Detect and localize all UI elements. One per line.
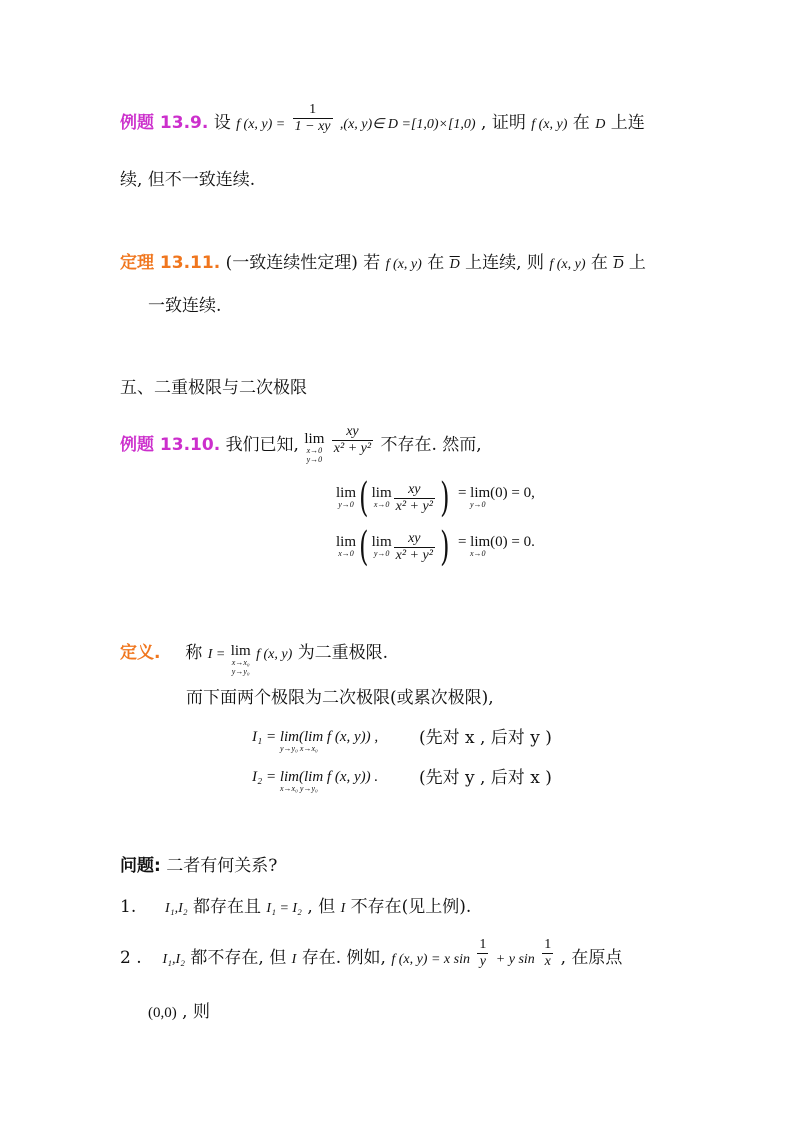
lim-subscripts: [252, 745, 378, 754]
fraction: [542, 938, 553, 969]
I1-expression: [252, 730, 378, 754]
fraction-numerator: xy: [394, 483, 435, 499]
fraction: [293, 103, 333, 134]
text: 为二重极限.: [297, 642, 389, 663]
text: , 但: [307, 897, 336, 917]
I1-text: I₁ = lim(lim f (x, y)) ,: [252, 729, 379, 745]
iterated-limit-1: [252, 730, 552, 754]
I2-text: I₂ = lim(lim f (x, y)) .: [252, 769, 379, 785]
lim-subscript: y→0: [469, 500, 486, 510]
origin: (0,0): [148, 1005, 177, 1021]
limit-operator: [372, 486, 392, 510]
section-title: 五、二重极限与二次极限: [120, 378, 307, 398]
I2-note: (先对 y , 后对 x ): [418, 768, 552, 788]
text: 都不存在, 但: [190, 948, 287, 968]
text: 在: [572, 113, 590, 133]
text: 在: [427, 253, 445, 273]
text: 不存在(见上例).: [350, 897, 472, 917]
example-13-9-line1: [120, 102, 645, 134]
fraction-denominator: x² + y²: [333, 440, 372, 456]
lim-subscript: y→0: [373, 549, 390, 559]
fraction-denominator: x² + y²: [395, 547, 433, 563]
item-number: 2 .: [120, 948, 142, 968]
lim-subscript: y→0: [306, 454, 323, 464]
lim-word: lim: [230, 643, 251, 659]
question-text: 二者有何关系?: [166, 856, 278, 876]
lim-subscript: y→y₀: [231, 666, 250, 676]
fxy: f (x, y): [385, 257, 422, 272]
fraction-numerator: 1: [293, 103, 333, 119]
lim-subscript: x→x₀: [280, 784, 298, 793]
rhs-text: = lim(0) = 0,: [457, 485, 535, 502]
fraction-numerator: 1: [544, 937, 552, 952]
text: 不存在. 然而,: [380, 434, 482, 455]
fraction: [394, 483, 435, 514]
fxy: f (x, y): [256, 646, 293, 662]
fxy: f (x, y): [549, 257, 586, 272]
text: 在: [590, 253, 608, 273]
definition-line: [120, 630, 388, 677]
lim-word: lim: [304, 431, 325, 447]
function-lhs: f (x, y) =: [236, 117, 286, 132]
text: 一致连续.: [148, 296, 222, 316]
rhs: [458, 535, 535, 559]
text: 我们已知,: [225, 434, 299, 455]
right-paren: ): [440, 475, 450, 521]
iterated-limit-2: [252, 770, 552, 794]
limit-operator: [336, 486, 356, 510]
set-D: D: [595, 117, 606, 132]
lim-subscript: x→0: [373, 500, 390, 510]
fraction-numerator: xy: [394, 532, 435, 548]
fraction: [394, 532, 435, 563]
text: 上连: [610, 113, 645, 133]
lim-word: lim: [336, 485, 357, 502]
lim-subscript: x→0: [338, 549, 354, 559]
right-paren: ): [440, 524, 450, 570]
fraction-numerator: 1: [479, 937, 487, 952]
lim-subscript: y→y₀: [299, 784, 318, 793]
limit-operator: [231, 644, 251, 677]
rhs-text: = lim(0) = 0.: [457, 534, 535, 551]
text: 设: [213, 113, 231, 133]
example-13-9-line2: [120, 172, 255, 189]
lim-word: lim: [371, 485, 392, 502]
theorem-13-11-line1: [120, 255, 646, 272]
left-paren: (: [359, 475, 369, 521]
I2-expression: [252, 770, 378, 794]
fraction-denominator: x: [544, 954, 551, 969]
I: I: [291, 952, 297, 967]
example-label: 例题 13.10.: [120, 434, 221, 455]
item-2-line2: [148, 1004, 210, 1021]
domain: ,(x, y)∈ D =[1,0)×[1,0): [339, 117, 476, 132]
text: 上连续, 则: [465, 253, 544, 273]
lim-subscript: x→0: [469, 549, 486, 559]
theorem-13-11-line2: [148, 298, 221, 315]
theorem-label: 定理 13.11.: [120, 253, 221, 273]
limit-operator: [372, 535, 392, 559]
limit-operator: [336, 535, 356, 559]
fraction: [477, 938, 488, 969]
question-label: 问题:: [120, 856, 161, 876]
I1-note: (先对 x , 后对 y ): [418, 728, 552, 748]
text: 存在. 例如,: [301, 948, 386, 968]
text: (一致连续性定理) 若: [225, 253, 381, 273]
equation-2: [336, 524, 535, 570]
lim-subscripts: [252, 785, 378, 794]
lim-subscript: y→0: [338, 500, 354, 510]
text: 上: [628, 253, 646, 273]
fraction-numerator: xy: [332, 425, 373, 441]
lim-word: lim: [371, 534, 392, 551]
equation-1: [336, 475, 535, 521]
limit-operator: [304, 432, 324, 465]
I1-I2: I₁,I₂: [162, 952, 185, 967]
fraction: [332, 425, 373, 456]
item-1: [120, 899, 471, 916]
lim-subscript: y→y₀: [280, 744, 298, 753]
fraction-denominator: x² + y²: [395, 498, 433, 514]
fraction-denominator: 1 − xy: [294, 119, 331, 134]
text: , 证明: [481, 113, 526, 133]
question-line: [120, 858, 277, 875]
closure-D: $\overline{D}$: [613, 257, 624, 272]
I1-I2: I₁,I₂: [165, 901, 188, 916]
definition-para: [186, 690, 494, 707]
definition-label: 定义.: [120, 642, 161, 663]
text: , 则: [182, 1002, 210, 1022]
example-13-10-line1: [120, 423, 482, 465]
fxy: f (x, y): [531, 117, 568, 132]
closure-D: $\overline{D}$: [449, 257, 460, 272]
text: 续, 但不一致连续.: [120, 170, 256, 190]
text: 而下面两个极限为二次极限(或累次极限),: [186, 688, 494, 708]
I1-eq-I2: I₁ = I₂: [266, 901, 302, 916]
I: I: [340, 901, 346, 916]
fraction-denominator: y: [479, 954, 486, 969]
lim-subscript: x→0: [306, 446, 323, 455]
lim-word: lim: [336, 534, 357, 551]
lim-subscript: x→x₀: [299, 744, 318, 753]
function-plus: + y sin: [495, 952, 535, 967]
function: f (x, y) = x sin: [391, 952, 470, 967]
text: , 在原点: [560, 948, 623, 968]
section-heading: [120, 380, 307, 397]
text: 都存在且: [193, 897, 262, 917]
rhs: [458, 486, 535, 510]
item-number: 1.: [120, 897, 137, 917]
lim-subscript: x→x₀: [231, 658, 250, 667]
item-2: [120, 937, 623, 969]
text: 称: [185, 642, 203, 663]
left-paren: (: [359, 524, 369, 570]
example-label: 例题 13.9.: [120, 113, 209, 133]
I-lhs: I =: [207, 646, 226, 662]
